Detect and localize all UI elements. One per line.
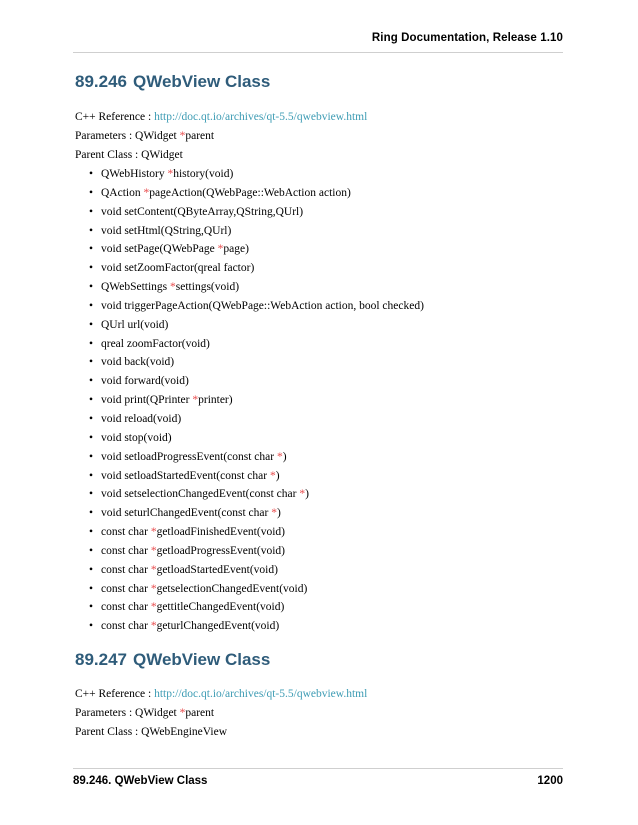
cpp-reference-line [75,111,563,123]
methods-list [75,168,563,632]
method-signature-start: const char [101,544,151,557]
method-item [75,206,563,218]
method-signature-start: void seturlChangedEvent(const char [101,507,272,520]
method-item [75,243,563,255]
method-signature-start: void setContent(QByteArray,QString,QUrl) [101,205,304,218]
method-item [75,451,563,463]
bullet-icon: • [89,450,94,463]
method-signature-end: ) [275,469,280,482]
method-signature-start: void setloadStartedEvent(const char [101,469,270,482]
bullet-icon: • [89,375,94,388]
cpp-reference-link[interactable]: http://doc.qt.io/archives/qt-5.5/qwebview.html [154,111,368,123]
bullet-icon: • [89,431,94,444]
method-signature-start: void triggerPageAction(QWebPage::WebAction action, bool checked) [101,299,424,312]
method-signature-start: void setloadProgressEvent(const char [101,450,277,463]
bullet-icon: • [89,299,94,312]
cpp-reference-line [75,688,563,700]
pointer-star: * [150,563,157,576]
method-item [75,620,563,632]
method-signature-start: const char [101,620,151,633]
bullet-icon: • [89,412,94,425]
method-signature-end: getloadProgressEvent(void) [156,544,285,557]
method-item [75,601,563,613]
method-item [75,281,563,293]
pointer-star: * [150,620,157,633]
bullet-icon: • [89,469,94,482]
method-item [75,507,563,519]
method-signature-start: QUrl url(void) [101,318,169,331]
pointer-star: * [150,544,157,557]
bullet-icon: • [89,281,94,294]
method-signature-end: gettitleChangedEvent(void) [156,601,285,614]
bullet-icon: • [89,224,94,237]
method-signature-start: void setPage(QWebPage [101,243,218,256]
method-signature-start: const char [101,526,151,539]
method-signature-start: const char [101,563,151,576]
method-item [75,319,563,331]
bullet-icon: • [89,563,94,576]
method-signature-end: getselectionChangedEvent(void) [156,582,308,595]
method-signature-start: void stop(void) [101,431,172,444]
method-signature-end: ) [305,488,309,501]
bullet-icon: • [89,205,94,218]
bullet-icon: • [89,488,94,501]
pointer-star: * [167,168,174,180]
method-signature-end: history(void) [173,168,234,180]
method-signature-end: ) [282,450,287,463]
pointer-star: * [143,186,150,199]
section-heading [75,71,563,97]
method-item [75,394,563,406]
bullet-icon: • [89,337,94,350]
section-title: QWebView Class [133,650,271,669]
parameters-label: Parameters : [75,707,136,719]
method-signature-start: void forward(void) [101,375,189,388]
method-item [75,375,563,387]
parameters-type: QWidget [135,130,180,142]
parameters-name: parent [185,130,215,142]
section-heading [75,649,563,675]
footer-section-title: 89.246. QWebView Class [73,775,208,787]
section-title: QWebView Class [133,72,271,91]
pointer-star: * [179,130,186,142]
method-signature-start: void setselectionChangedEvent(const char [101,488,300,501]
parent-class-value: QWebEngineView [141,726,228,738]
section-number: 89.247 [75,650,127,669]
section-qwebview-class-247 [75,649,563,738]
bullet-icon: • [89,394,94,407]
method-item [75,470,563,482]
bullet-icon: • [89,601,94,614]
method-signature-end: page) [223,243,249,256]
method-item [75,488,563,500]
method-signature-end: pageAction(QWebPage::WebAction action) [149,186,351,199]
bullet-icon: • [89,507,94,520]
method-item [75,262,563,274]
method-signature-end: getloadFinishedEvent(void) [156,526,285,539]
cpp-reference-label: C++ Reference : [75,688,155,700]
document-title: Ring Documentation, Release 1.10 [371,32,563,44]
method-signature-start: QWebHistory [101,168,168,180]
method-item [75,187,563,199]
method-signature-start: void print(QPrinter [101,394,193,407]
method-signature-start: void setZoomFactor(qreal factor) [101,262,255,275]
method-item [75,356,563,368]
cpp-reference-link[interactable]: http://doc.qt.io/archives/qt-5.5/qwebview.html [154,688,368,700]
bullet-icon: • [89,186,94,199]
method-signature-start: const char [101,582,151,595]
section-qwebview-class-246 [75,71,563,639]
method-item [75,168,563,180]
method-signature-end: getloadStartedEvent(void) [156,563,278,576]
pointer-star: * [276,450,283,463]
pointer-star: * [271,507,277,520]
method-signature-start: void reload(void) [101,412,182,425]
page-header [73,0,563,53]
bullet-icon: • [89,318,94,331]
method-signature-start: QWebSettings [101,281,171,294]
method-signature-start: qreal zoomFactor(void) [101,337,210,350]
bullet-icon: • [89,544,94,557]
pointer-star: * [150,601,157,614]
method-signature-start: void setHtml(QString,QUrl) [101,224,232,237]
method-signature-end: settings(void) [175,281,240,294]
method-item [75,225,563,237]
pointer-star: * [150,526,157,539]
method-item [75,413,563,425]
parent-class-label: Parent Class : [75,149,142,161]
page-number: 1200 [537,775,563,787]
bullet-icon: • [89,168,94,180]
bullet-icon: • [89,262,94,275]
bullet-icon: • [89,620,94,633]
pointer-star: * [170,281,176,294]
parameters-name: parent [185,707,215,719]
pointer-star: * [299,488,306,501]
pointer-star: * [269,469,276,482]
method-item [75,583,563,595]
method-item [75,545,563,557]
method-signature-start: void back(void) [101,356,175,369]
method-signature-end: geturlChangedEvent(void) [156,620,280,633]
bullet-icon: • [89,526,94,539]
cpp-reference-label: C++ Reference : [75,111,155,123]
pointer-star: * [217,243,224,256]
pointer-star: * [179,707,186,719]
method-item [75,432,563,444]
parent-class-label: Parent Class : [75,726,142,738]
method-item [75,338,563,350]
parent-class-line [75,726,563,738]
method-item [75,300,563,312]
method-signature-end: ) [276,507,281,520]
section-number: 89.246 [75,72,127,91]
method-signature-start: QAction [101,186,144,199]
parent-class-value: QWidget [141,149,183,161]
parameters-label: Parameters : [75,130,136,142]
pointer-star: * [150,582,157,595]
parameters-line [75,130,563,142]
method-item [75,526,563,538]
method-signature-start: const char [101,601,151,614]
page-footer [73,768,563,787]
parameters-line [75,707,563,719]
parent-class-line [75,149,563,161]
method-signature-end: printer) [198,394,233,407]
method-item [75,564,563,576]
bullet-icon: • [89,356,94,369]
bullet-icon: • [89,582,94,595]
bullet-icon: • [89,243,94,256]
pointer-star: * [192,394,199,407]
parameters-type: QWidget [135,707,180,719]
